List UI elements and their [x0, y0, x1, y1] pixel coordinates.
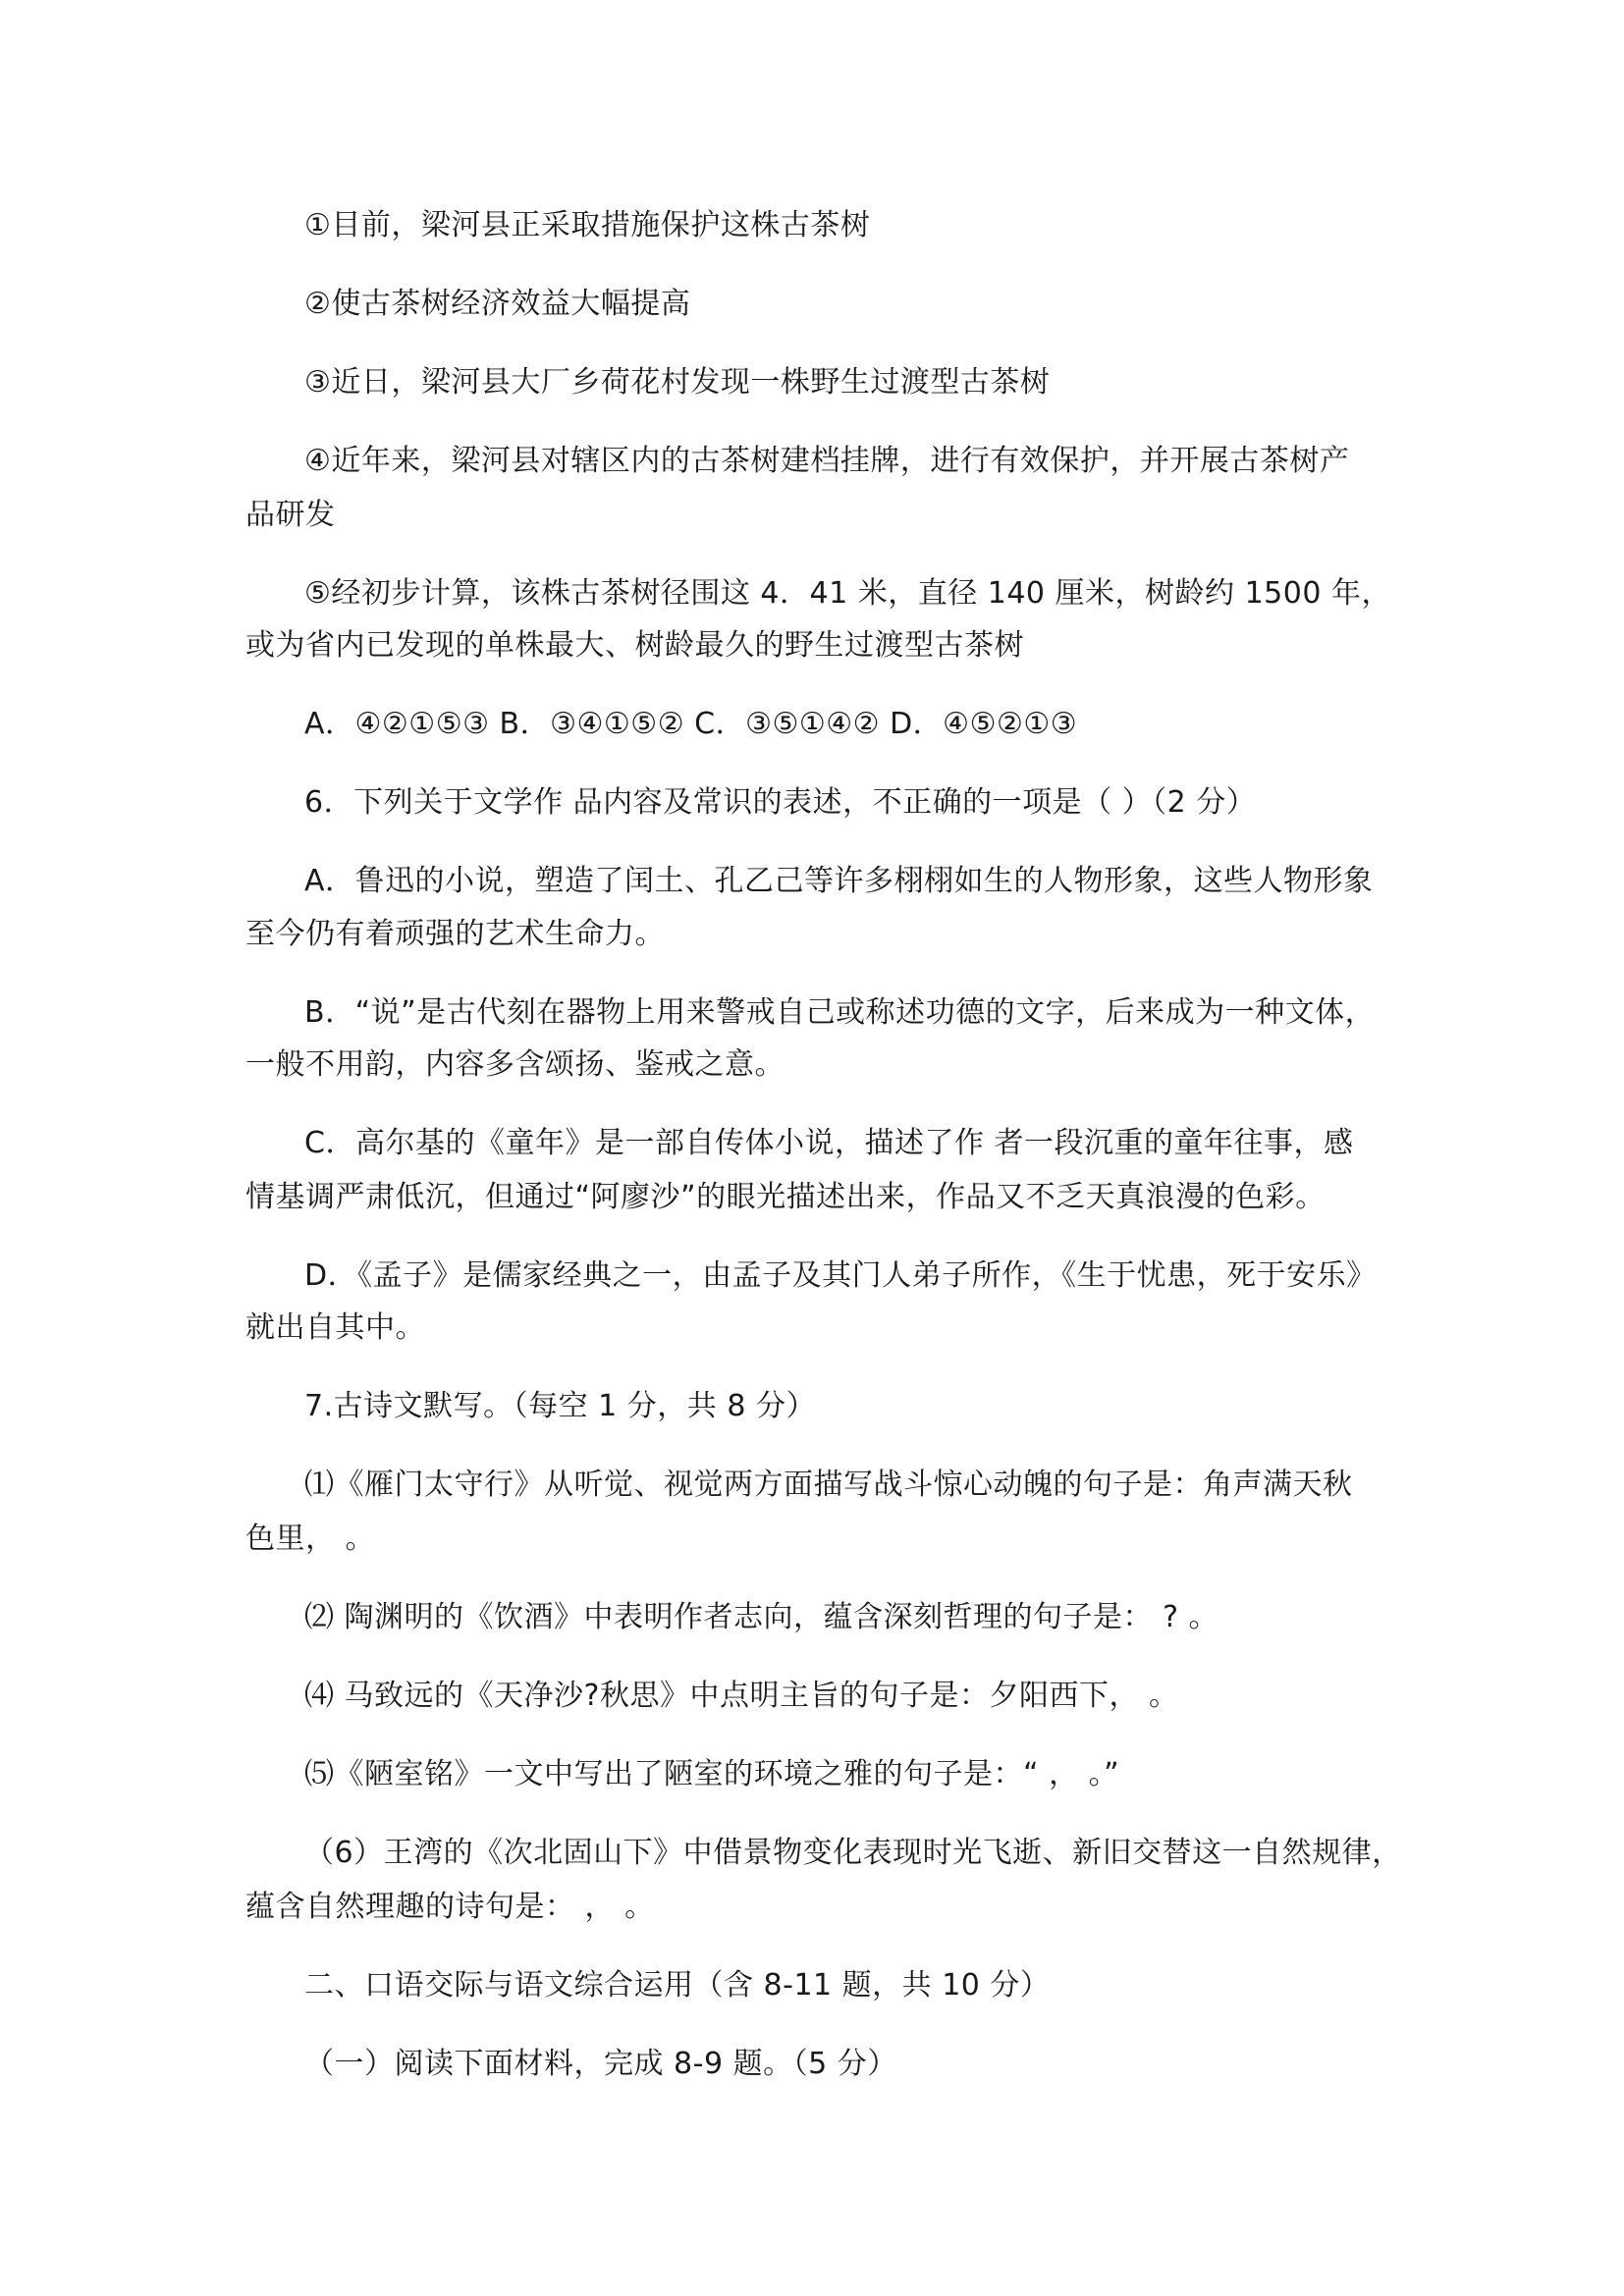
question-6-option-d-line-2: 就出自其中。: [245, 1310, 425, 1345]
question-6-option-b-line-2: 一般不用韵，内容多含颂扬、鉴戒之意。: [245, 1047, 785, 1082]
section-2-title: 二、口语交际与语文综合运用（含 8-11 题，共 10 分）: [304, 1968, 1051, 2002]
question-7-part-2: ⑵ 陶渊明的《饮酒》中表明作者志向，蕴含深刻哲理的句子是： ? 。: [304, 1600, 1219, 1634]
question-7-part-4: ⑷ 马致远的《天净沙?秋思》中点明主旨的句子是：夕阳西下， 。: [304, 1679, 1179, 1713]
question-6-option-a-line-2: 至今仍有着顽强的艺术生命力。: [245, 917, 665, 951]
sentence-4-line-1: ④近年来，梁河县对辖区内的古茶树建档挂牌，进行有效保护，并开展古茶树产: [304, 444, 1350, 478]
question-6-stem: 6．下列关于文学作 品内容及常识的表述，不正确的一项是（ ）（2 分）: [304, 785, 1257, 820]
question-5-options: A．④②①⑤③ B．③④①⑤② C．③⑤①④② D．④⑤②①③: [304, 707, 1078, 741]
question-7-part-1-line-1: ⑴《雁门太守行》从听觉、视觉两方面描写战斗惊心动魄的句子是：角声满天秋: [304, 1468, 1353, 1502]
section-2-subsection-1: （一）阅读下面材料，完成 8-9 题。（5 分）: [304, 2047, 897, 2081]
sentence-1: ①目前，梁河县正采取措施保护这株古茶树: [304, 208, 871, 242]
question-6-option-a-line-1: A．鲁迅的小说，塑造了闰土、孔乙己等许多栩栩如生的人物形象，这些人物形象: [304, 864, 1374, 898]
question-6-option-c-line-2: 情基调严肃低沉，但通过“阿廖沙”的眼光描述出来，作品又不乏天真浪漫的色彩。: [245, 1180, 1326, 1214]
question-7-part-1-line-2: 色里， 。: [245, 1522, 376, 1556]
sentence-2: ②使古茶树经济效益大幅提高: [304, 287, 691, 321]
sentence-3: ③近日，梁河县大厂乡荷花村发现一株野生过渡型古茶树: [304, 365, 1051, 400]
question-6-option-b-line-1: B．“说”是古代刻在器物上用来警戒自己或称述功德的文字，后来成为一种文体，: [304, 995, 1376, 1030]
question-7-stem: 7.古诗文默写。（每空 1 分，共 8 分）: [304, 1389, 816, 1423]
question-7-part-6-line-1: （6）王湾的《次北固山下》中借景物变化表现时光飞逝、新旧交替这一自然规律，: [304, 1836, 1402, 1870]
question-6-option-c-line-1: C．高尔基的《童年》是一部自传体小说，描述了作 者一段沉重的童年往事，感: [304, 1126, 1354, 1160]
sentence-4-line-2: 品研发: [245, 498, 336, 532]
sentence-5-line-2: 或为省内已发现的单株最大、树龄最久的野生过渡型古茶树: [245, 628, 1024, 663]
sentence-5-line-1: ⑤经初步计算，该株古茶树径围这 4．41 米，直径 140 厘米，树龄约 1500 年，: [304, 576, 1391, 611]
question-6-option-d-line-1: D．《孟子》是儒家经典之一，由孟子及其门人弟子所作，《生于忧患，死于安乐》: [304, 1258, 1377, 1293]
question-7-part-6-line-2: 蕴含自然理趣的诗句是： ， 。: [245, 1890, 655, 1924]
question-7-part-5: ⑸《陋室铭》一文中写出了陋室的环境之雅的句子是：“ ， 。”: [304, 1757, 1120, 1791]
